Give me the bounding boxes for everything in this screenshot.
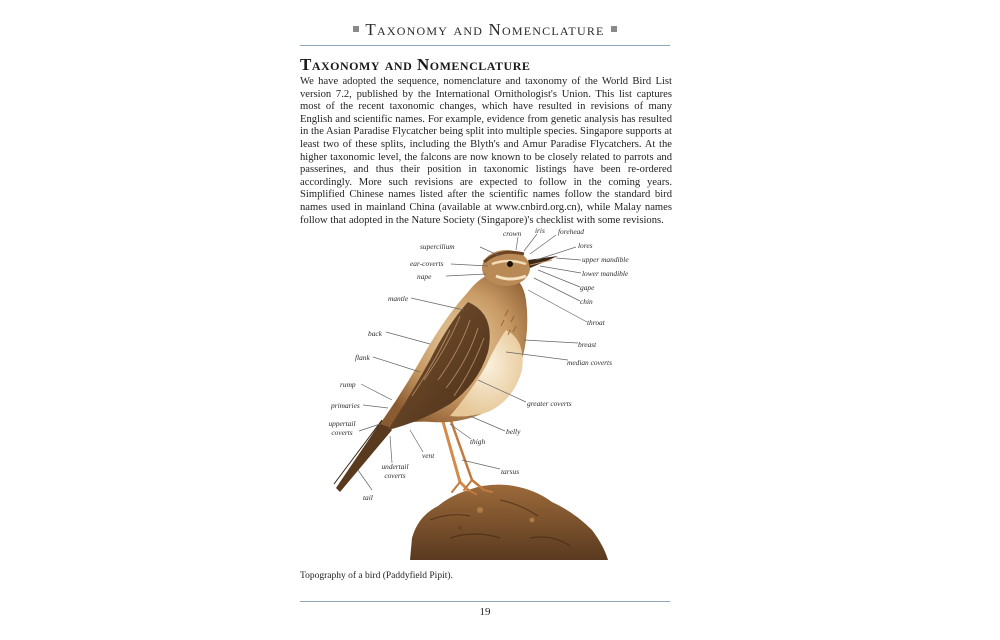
label-lores: lores: [578, 241, 593, 250]
label-nape: nape: [417, 272, 432, 281]
label-throat: throat: [587, 318, 605, 327]
label-undertail-coverts: undertail coverts: [381, 462, 409, 480]
label-chin: chin: [580, 297, 593, 306]
label-rump: rump: [340, 380, 356, 389]
label-gape: gape: [580, 283, 595, 292]
bird-head: [482, 250, 530, 286]
header-rule: [300, 45, 670, 46]
running-head-title: Taxonomy and Nomenclature: [365, 20, 605, 39]
label-lower-mandible: lower mandible: [582, 269, 629, 278]
label-mantle: mantle: [388, 294, 409, 303]
label-tarsus: tarsus: [501, 467, 520, 476]
label-ear-coverts: ear-coverts: [410, 259, 444, 268]
figure-caption: Topography of a bird (Paddyfield Pipit).: [300, 571, 453, 581]
label-thigh: thigh: [470, 437, 486, 446]
square-ornament-right: [611, 26, 617, 32]
page-number: 19: [479, 606, 491, 618]
label-belly: belly: [506, 427, 521, 436]
label-median-coverts: median coverts: [567, 358, 612, 367]
label-tail: tail: [363, 493, 373, 502]
label-flank: flank: [355, 353, 370, 362]
label-crown: crown: [503, 229, 522, 238]
label-primaries: primaries: [331, 401, 360, 410]
body-paragraph: We have adopted the sequence, nomenclature and taxonomy of the World Bird List version 7.2, published by the International Ornithologist's Union. This list captures most of the recent taxonomic changes, which have resulted in revisions of many English and scientific names. For example, evidence from genetic analysis has resulted in the Asian Paradise Flycatcher being split into multiple species. Singapore supports at least two of these splits, including the Blyth's and Amur Paradise Flycatchers. At the higher taxonomic level, the falcons are now known to be closely related to parrots and passerines, and thus their position in taxonomic listings have been re-ordered accordingly. More such revisions are expected to follow in the coming years. Simplified Chinese names listed after the scientific names follow the standard bird names used in mainland China (available at www.cnbird.org.cn), while Malay names follow that adopted in the Nature Society (Singapore)'s checklist with some revisions.: [300, 76, 672, 226]
bird-topography-figure: [300, 220, 680, 565]
footer-rule: [300, 601, 670, 602]
label-greater-coverts: greater coverts: [527, 399, 572, 408]
running-head: [300, 20, 670, 40]
rock-mound: [410, 485, 608, 560]
label-uppertail-coverts: uppertail coverts: [328, 419, 356, 437]
label-back: back: [368, 329, 382, 338]
label-iris: iris: [535, 226, 545, 235]
bird-eye: [507, 261, 513, 267]
label-vent: vent: [422, 451, 435, 460]
section-title: Taxonomy and Nomenclature: [300, 55, 531, 74]
label-supercilium: supercilium: [420, 242, 455, 251]
label-upper-mandible: upper mandible: [582, 255, 629, 264]
label-forehead: forehead: [558, 227, 584, 236]
label-breast: breast: [578, 340, 597, 349]
square-ornament-left: [353, 26, 359, 32]
